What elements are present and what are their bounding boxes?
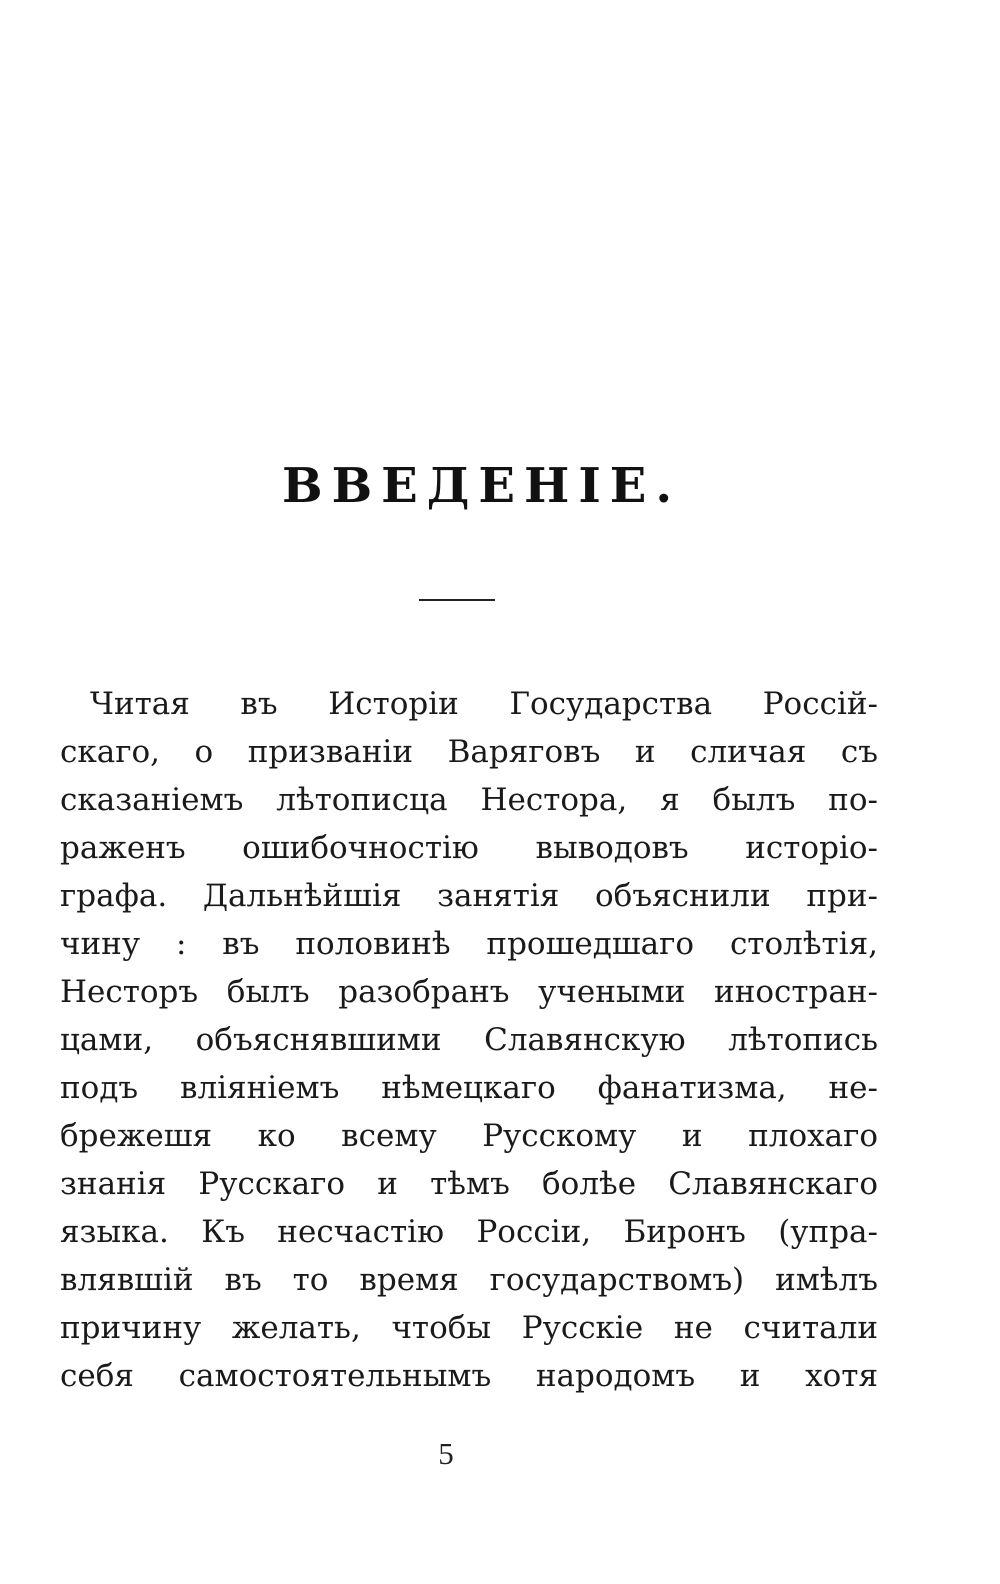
text-line: языка. Къ несчастію Россіи, Биронъ (упра-: [60, 1214, 878, 1250]
text-line: подъ вліяніемъ нѣмецкаго фанатизма, не-: [60, 1070, 878, 1106]
text-line: графа. Дальнѣйшія занятія объяснили при-: [60, 878, 878, 914]
text-line: чину : въ половинѣ прошедшаго столѣтія,: [60, 926, 878, 962]
text-line: брежешя ко всему Русскому и плохаго: [60, 1118, 878, 1154]
body-paragraph: [60, 680, 878, 1400]
page-number: 5: [438, 1436, 454, 1471]
text-line: скаго, о призваніи Варяговъ и сличая съ: [60, 734, 878, 770]
chapter-heading: ВВЕДЕНІЕ.: [282, 458, 682, 514]
text-line: Несторъ былъ разобранъ учеными иностран-: [60, 974, 878, 1010]
text-line: цами, объяснявшими Славянскую лѣтопись: [60, 1022, 878, 1058]
text-line: Читая въ Исторіи Государства Россій-: [90, 686, 878, 722]
text-line: раженъ ошибочностію выводовъ исторіо-: [60, 830, 878, 866]
text-line: причину желать, чтобы Русскіе не считали: [60, 1310, 878, 1346]
heading-divider: [419, 599, 495, 601]
text-line: знанія Русскаго и тѣмъ болѣе Славянскаго: [60, 1166, 878, 1202]
text-line: влявшій въ то время государствомъ) имѣлъ: [60, 1262, 878, 1298]
text-line: себя самостоятельнымъ народомъ и хотя: [60, 1358, 878, 1394]
text-line: сказаніемъ лѣтописца Нестора, я былъ по-: [60, 782, 878, 818]
